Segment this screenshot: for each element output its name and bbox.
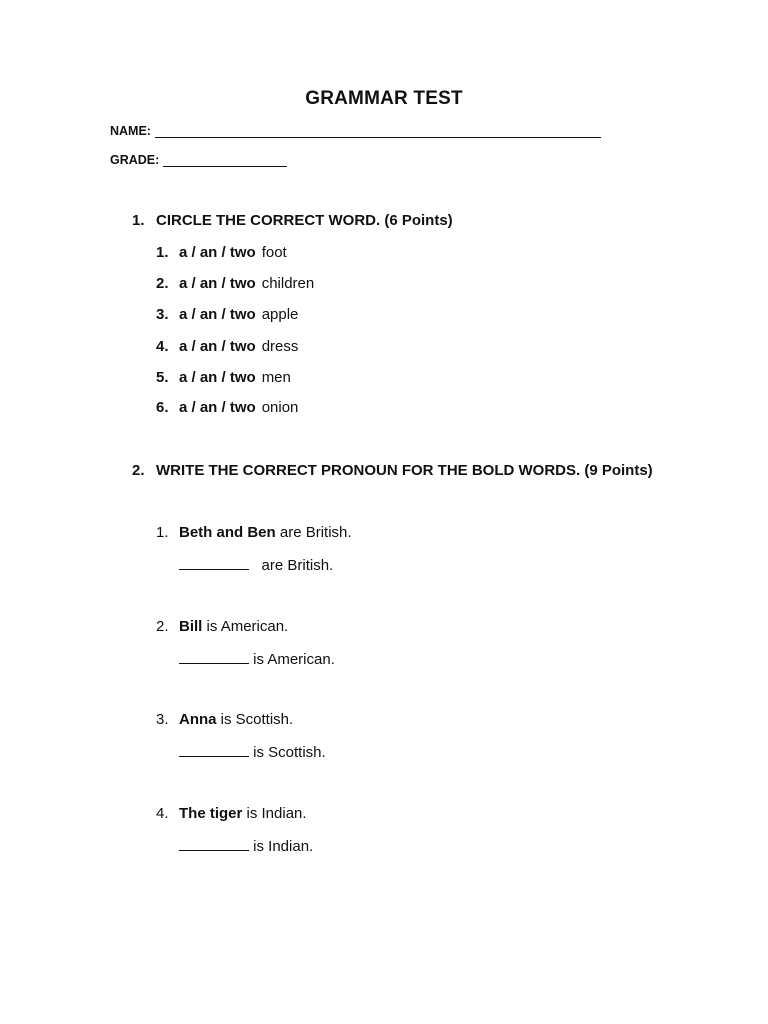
item-number: 2. xyxy=(156,275,169,292)
answer-line xyxy=(179,742,326,761)
section-1-item xyxy=(156,369,291,386)
choice-options[interactable]: a / an / two xyxy=(179,244,256,261)
section-1-title: CIRCLE THE CORRECT WORD. (6 Points) xyxy=(156,212,453,229)
answer-rest: is American. xyxy=(253,651,335,668)
item-word: foot xyxy=(261,244,287,261)
sentence-rest: is American. xyxy=(206,618,289,635)
section-2-item xyxy=(156,524,352,541)
item-number: 4. xyxy=(156,338,169,355)
item-number: 4. xyxy=(156,805,169,822)
section-2-item xyxy=(156,711,293,728)
answer-blank[interactable] xyxy=(179,836,249,851)
answer-rest: is Scottish. xyxy=(253,744,326,761)
name-field-row xyxy=(110,124,601,138)
bold-words: The tiger xyxy=(179,805,243,822)
item-word: children xyxy=(261,275,315,292)
item-word: apple xyxy=(261,306,299,323)
choice-options[interactable]: a / an / two xyxy=(179,338,256,355)
item-number: 1. xyxy=(156,524,169,541)
answer-line xyxy=(179,649,335,668)
item-number: 2. xyxy=(156,618,169,635)
section-2-title: WRITE THE CORRECT PRONOUN FOR THE BOLD WORDS. (9 Points) xyxy=(156,462,653,479)
sentence-rest: is Scottish. xyxy=(220,711,294,728)
sentence-rest: is Indian. xyxy=(246,805,307,822)
item-number: 3. xyxy=(156,306,169,323)
sentence-rest: are British. xyxy=(279,524,352,541)
page-title: GRAMMAR TEST xyxy=(305,88,463,109)
name-label: NAME: xyxy=(110,124,151,138)
item-number: 3. xyxy=(156,711,169,728)
answer-blank[interactable] xyxy=(179,649,249,664)
grade-label: GRADE: xyxy=(110,153,160,167)
item-number: 1. xyxy=(156,244,169,261)
item-word: men xyxy=(261,369,291,386)
choice-options[interactable]: a / an / two xyxy=(179,399,256,416)
section-2-heading xyxy=(132,462,653,479)
section-2-item xyxy=(156,805,307,822)
choice-options[interactable]: a / an / two xyxy=(179,306,256,323)
choice-options[interactable]: a / an / two xyxy=(179,369,256,386)
section-1-number: 1. xyxy=(132,212,145,229)
item-number: 5. xyxy=(156,369,169,386)
section-1-heading xyxy=(132,212,453,229)
bold-words: Beth and Ben xyxy=(179,524,276,541)
section-2-item xyxy=(156,618,288,635)
answer-line xyxy=(179,836,313,855)
section-1-item xyxy=(156,306,298,323)
answer-line xyxy=(179,555,333,574)
name-field[interactable] xyxy=(155,124,601,138)
grade-field-row xyxy=(110,153,287,167)
answer-blank[interactable] xyxy=(179,555,249,570)
answer-rest: is Indian. xyxy=(253,838,314,855)
bold-words: Bill xyxy=(179,618,203,635)
choice-options[interactable]: a / an / two xyxy=(179,275,256,292)
section-1-item xyxy=(156,275,314,292)
grade-field[interactable] xyxy=(163,153,287,167)
item-word: dress xyxy=(261,338,299,355)
section-1-item xyxy=(156,399,298,416)
answer-rest: are British. xyxy=(261,557,334,574)
bold-words: Anna xyxy=(179,711,217,728)
answer-blank[interactable] xyxy=(179,742,249,757)
item-word: onion xyxy=(261,399,299,416)
section-2-number: 2. xyxy=(132,462,145,479)
section-1-item xyxy=(156,244,287,261)
section-1-item xyxy=(156,338,298,355)
item-number: 6. xyxy=(156,399,169,416)
